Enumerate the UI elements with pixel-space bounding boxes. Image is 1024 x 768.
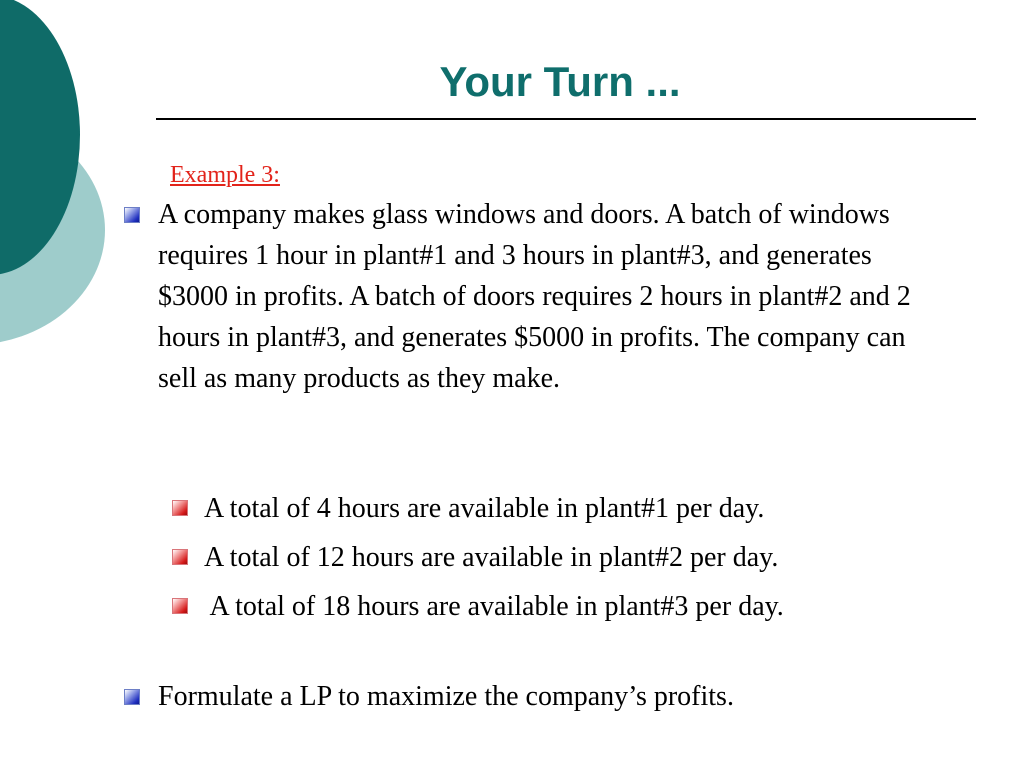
sub-bullet-text: A total of 18 hours are available in plant#3 per day. — [204, 591, 784, 622]
bullet-task — [124, 676, 944, 717]
bullet-text: A company makes glass windows and doors. A batch of windows requires 1 hour in plant#1 and 3 hours in plant#3, and generates $3000 in profits. A batch of doors requires 2 hours in plant#2 and 2 hours in plant#3, and generates $5000 in profits. The company can sell as many products as they make. — [158, 199, 911, 394]
red-square-bullet-icon — [172, 549, 188, 565]
red-square-bullet-icon — [172, 598, 188, 614]
red-square-bullet-icon — [172, 500, 188, 516]
sub-bullet-text: A total of 4 hours are available in plant#1 per day. — [204, 493, 765, 524]
decorative-circles — [0, 0, 110, 360]
sub-bullet-plant3 — [172, 586, 952, 627]
title-divider — [156, 118, 976, 120]
blue-square-bullet-icon — [124, 689, 140, 705]
sub-bullet-text: A total of 12 hours are available in plant#2 per day. — [204, 542, 779, 573]
bullet-problem-statement — [124, 194, 944, 399]
sub-bullet-plant1 — [172, 488, 952, 529]
slide-title: Your Turn ... — [439, 58, 681, 105]
bullet-text: Formulate a LP to maximize the company’s profits. — [158, 681, 734, 712]
sub-bullet-plant2 — [172, 537, 952, 578]
blue-square-bullet-icon — [124, 207, 140, 223]
example-label: Example 3: — [170, 162, 280, 188]
